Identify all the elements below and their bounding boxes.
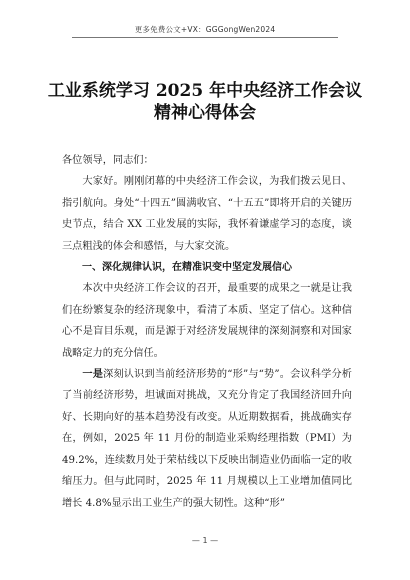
section-1-paragraph-1: 本次中央经济工作会议的召开，最重要的成果之一就是让我们在纷繁复杂的经济现象中，看清了本质、坚定了信心。这种信心不是盲目乐观，而是源于对经济发展规律的深刻洞察和对国家战略定力的充分信任。 — [62, 283, 352, 359]
intro-paragraph: 大家好。刚刚闭幕的中央经济工作会议，为我们拨云见日、指引航向。身处“十四五”圆满收官、“十五五”即将开启的关键历史节点，结合 XX 工业发展的实际，我怀着谦虚学习的态度，谈三点粗浅的体会和感悟，与大家交流。 — [62, 176, 352, 252]
point-lead: 一是 — [82, 368, 104, 381]
header-divider — [72, 37, 338, 38]
title-line-1: 工业系统学习 2025 年中央经济工作会议 — [47, 81, 363, 101]
title-line-2: 精神心得体会 — [154, 103, 256, 123]
document-body — [62, 150, 352, 514]
point-text: 深刻认识到当前经济形势的“形”与“势”。会议科学分析了当前经济形势，坦诚面对挑战，又充分肯定了我国经济回升向好、长期向好的基本趋势没有改变。从近期数据看，挑战确实存在，例如，2025 年 11 月份的制造业采购经理指数（PMI）为 49.2%，连续数月处于荣枯线以下反映出制造业仍面临一定的收缩压力。但与此同时，2025 年 11 月规模以上工业增加值同比增长 4.8%显示出工业生产的强大韧性。这种“形” — [62, 369, 352, 509]
header-promo-note: 更多免费公文+VX：GGGongWen2024 — [134, 25, 276, 34]
page-number: — 1 — — [191, 536, 219, 545]
salutation: 各位领导，同志们： — [62, 155, 154, 166]
document-title — [0, 80, 410, 124]
section-1-paragraph-2 — [62, 364, 352, 514]
section-1-heading: 一、深化规律认识，在精准识变中坚定发展信心 — [82, 262, 292, 274]
